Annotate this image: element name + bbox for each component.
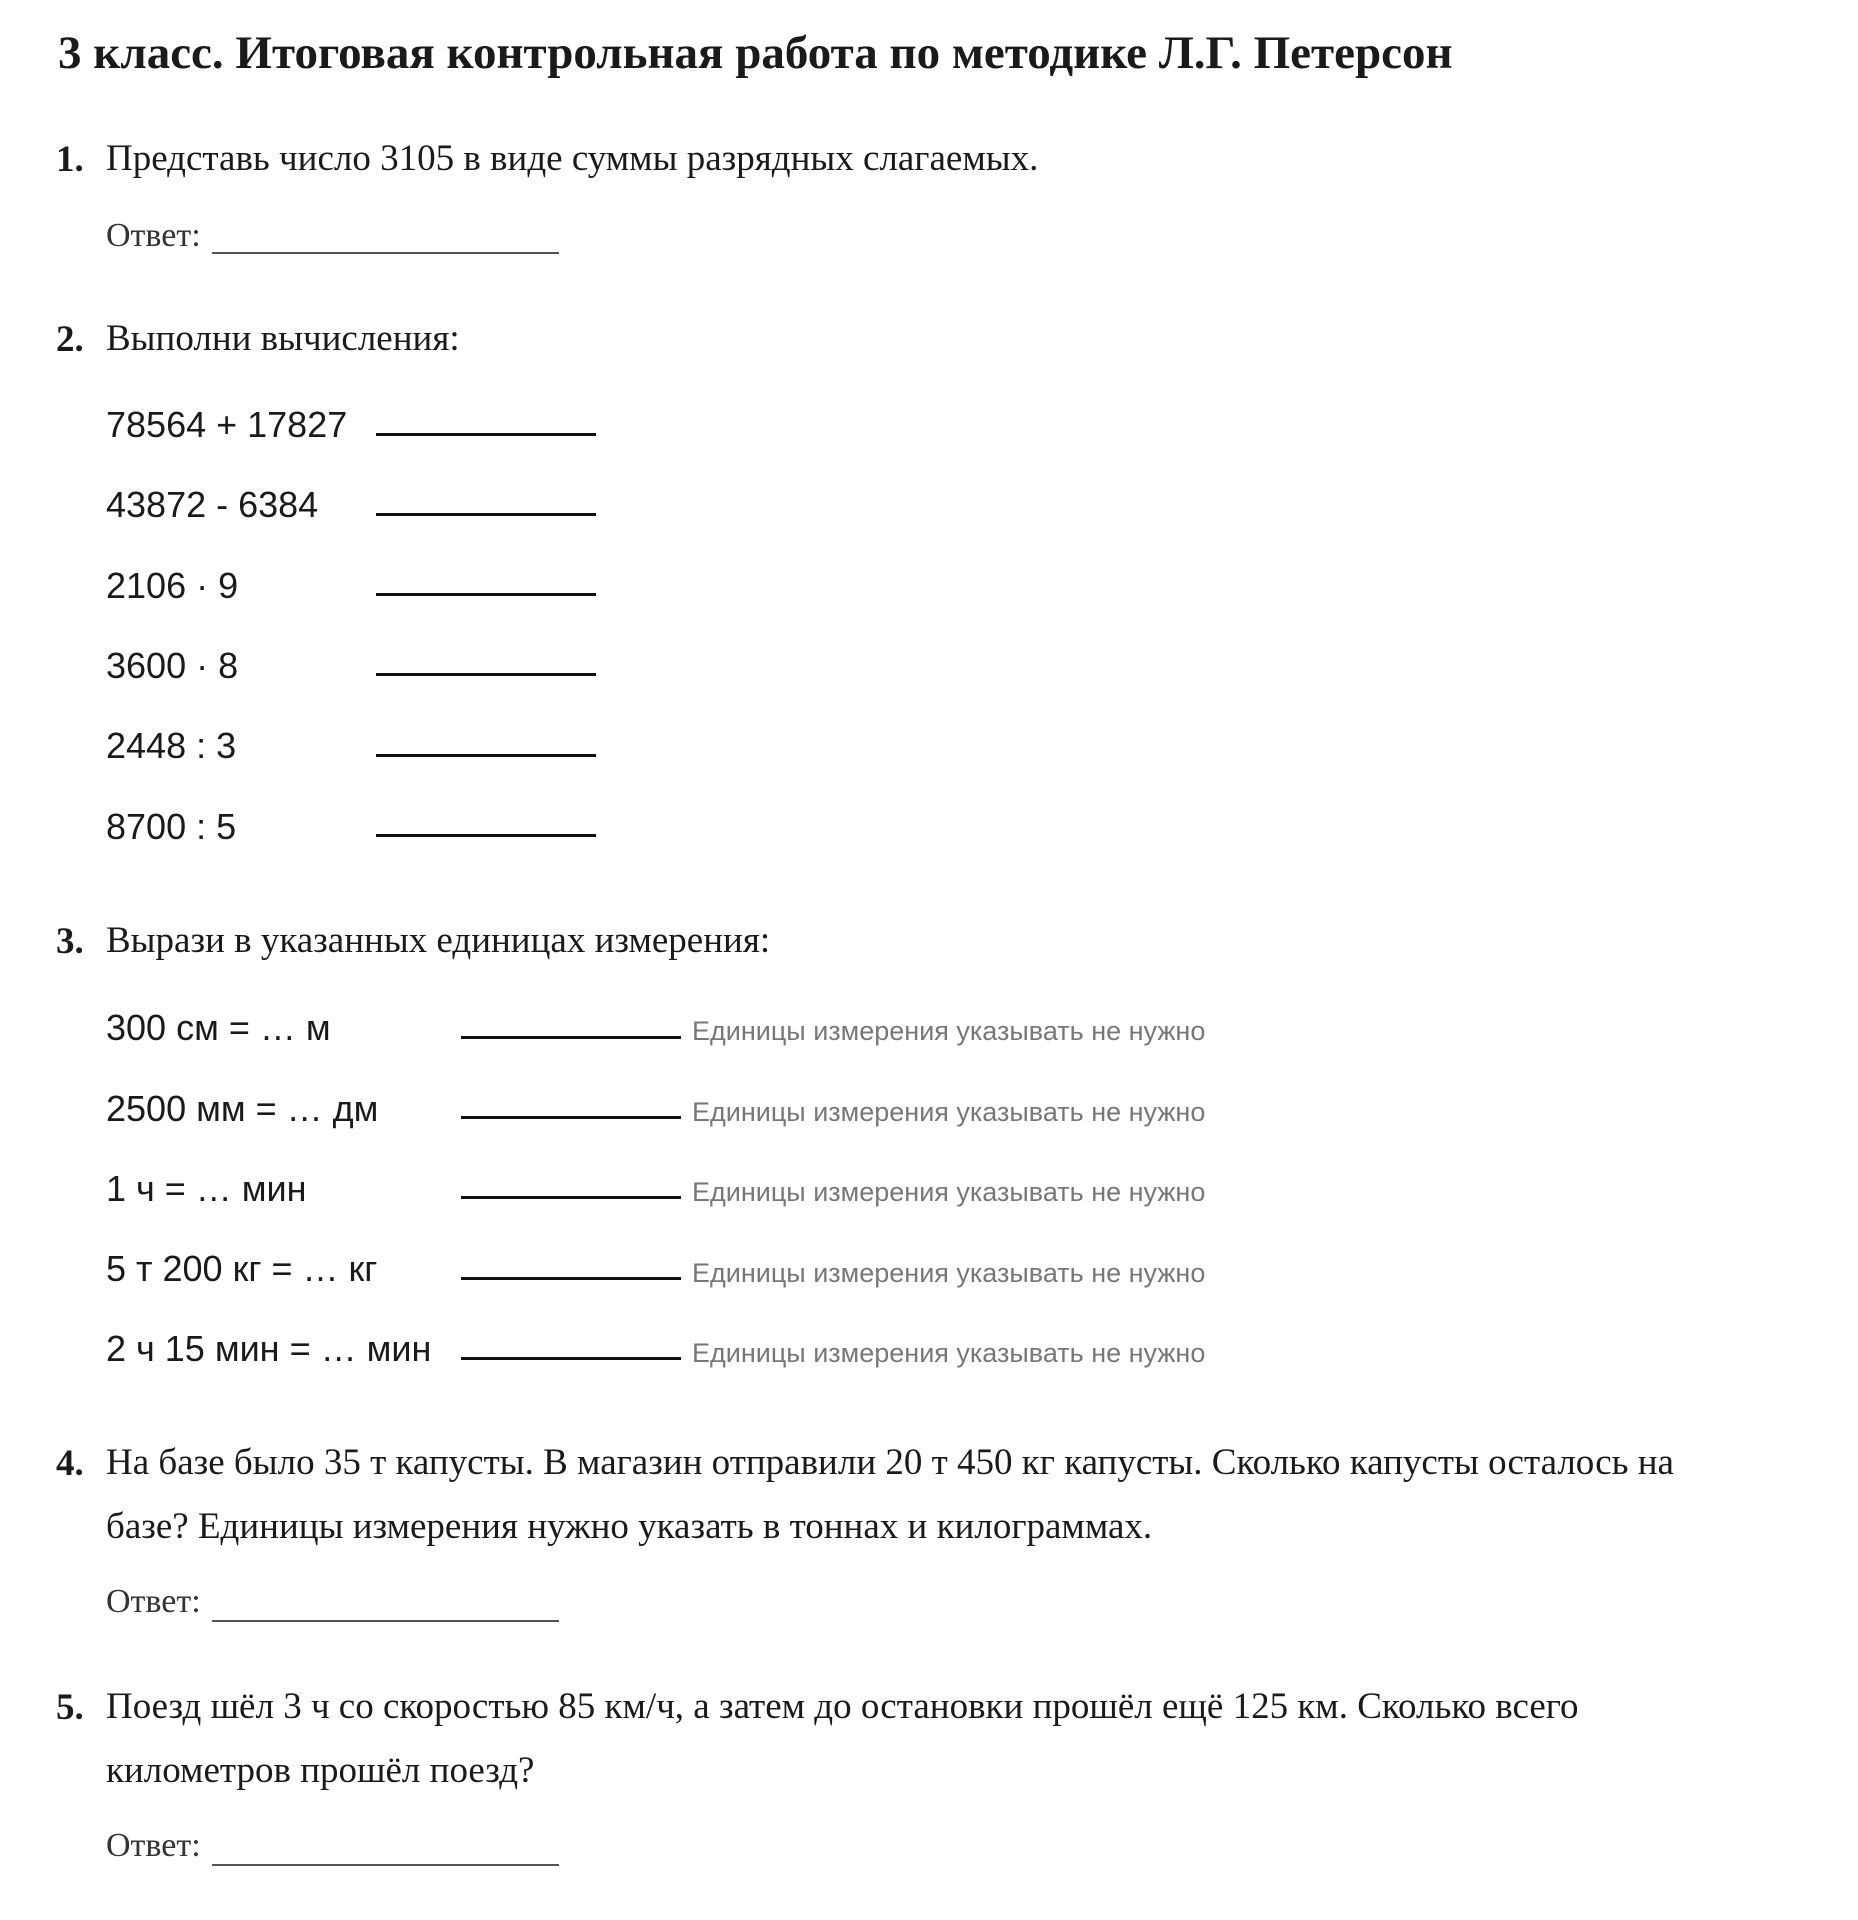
question-4-text-line-1: На базе было 35 т капусты. В магазин отправили 20 т 450 кг капусты. Сколько капусты осталось на (106, 1442, 1674, 1483)
question-3-number: 3. (56, 921, 84, 962)
calc-answer-field-4[interactable] (376, 673, 596, 676)
question-5-text-line-2: километров прошёл поезд? (106, 1750, 535, 1791)
question-1-answer-label: Ответ: (106, 217, 201, 254)
conversion-expression-4: 5 т 200 кг = … кг (106, 1248, 378, 1289)
question-4-number: 4. (56, 1443, 84, 1484)
conversion-answer-field-5[interactable] (461, 1357, 681, 1360)
calc-answer-field-5[interactable] (376, 754, 596, 757)
question-3-text: Вырази в указанных единицах измерения: (106, 920, 771, 961)
question-2-number: 2. (56, 319, 84, 360)
question-5-text-line-1: Поезд шёл 3 ч со скоростью 85 км/ч, а затем до остановки прошёл ещё 125 км. Сколько всего (106, 1686, 1579, 1727)
conversion-hint-4: Единицы измерения указывать не нужно (692, 1258, 1206, 1288)
calc-expression-5: 2448 : 3 (106, 725, 237, 766)
question-4-text-line-2: базе? Единицы измерения нужно указать в тоннах и килограммах. (106, 1506, 1153, 1547)
calc-expression-4: 3600 · 8 (106, 645, 239, 686)
conversion-answer-field-4[interactable] (461, 1277, 681, 1280)
calc-expression-6: 8700 : 5 (106, 806, 237, 847)
calc-answer-field-3[interactable] (376, 593, 596, 596)
conversion-hint-3: Единицы измерения указывать не нужно (692, 1177, 1206, 1207)
calc-answer-field-1[interactable] (376, 433, 596, 436)
calc-answer-field-2[interactable] (376, 513, 596, 516)
conversion-hint-5: Единицы измерения указывать не нужно (692, 1338, 1206, 1368)
page-title: 3 класс. Итоговая контрольная работа по методике Л.Г. Петерсон (58, 27, 1453, 79)
conversion-expression-5: 2 ч 15 мин = … мин (106, 1328, 432, 1369)
question-4-answer-field[interactable] (212, 1620, 559, 1622)
conversion-expression-3: 1 ч = … мин (106, 1168, 307, 1209)
conversion-expression-1: 300 см = … м (106, 1007, 331, 1048)
conversion-hint-1: Единицы измерения указывать не нужно (692, 1016, 1206, 1046)
question-1-answer-field[interactable] (212, 252, 559, 254)
question-4-answer-label: Ответ: (106, 1583, 201, 1620)
calc-expression-1: 78564 + 17827 (106, 404, 348, 445)
conversion-answer-field-1[interactable] (461, 1036, 681, 1039)
question-1-text: Представь число 3105 в виде суммы разрядных слагаемых. (106, 138, 1039, 179)
question-5-answer-field[interactable] (212, 1864, 559, 1866)
conversion-expression-2: 2500 мм = … дм (106, 1088, 379, 1129)
calc-expression-3: 2106 · 9 (106, 565, 239, 606)
question-1-number: 1. (56, 139, 84, 180)
conversion-hint-2: Единицы измерения указывать не нужно (692, 1097, 1206, 1127)
question-5-number: 5. (56, 1687, 84, 1728)
conversion-answer-field-3[interactable] (461, 1196, 681, 1199)
calc-expression-2: 43872 - 6384 (106, 484, 319, 525)
calc-answer-field-6[interactable] (376, 834, 596, 837)
conversion-answer-field-2[interactable] (461, 1116, 681, 1119)
question-2-text: Выполни вычисления: (106, 318, 460, 359)
question-5-answer-label: Ответ: (106, 1827, 201, 1864)
